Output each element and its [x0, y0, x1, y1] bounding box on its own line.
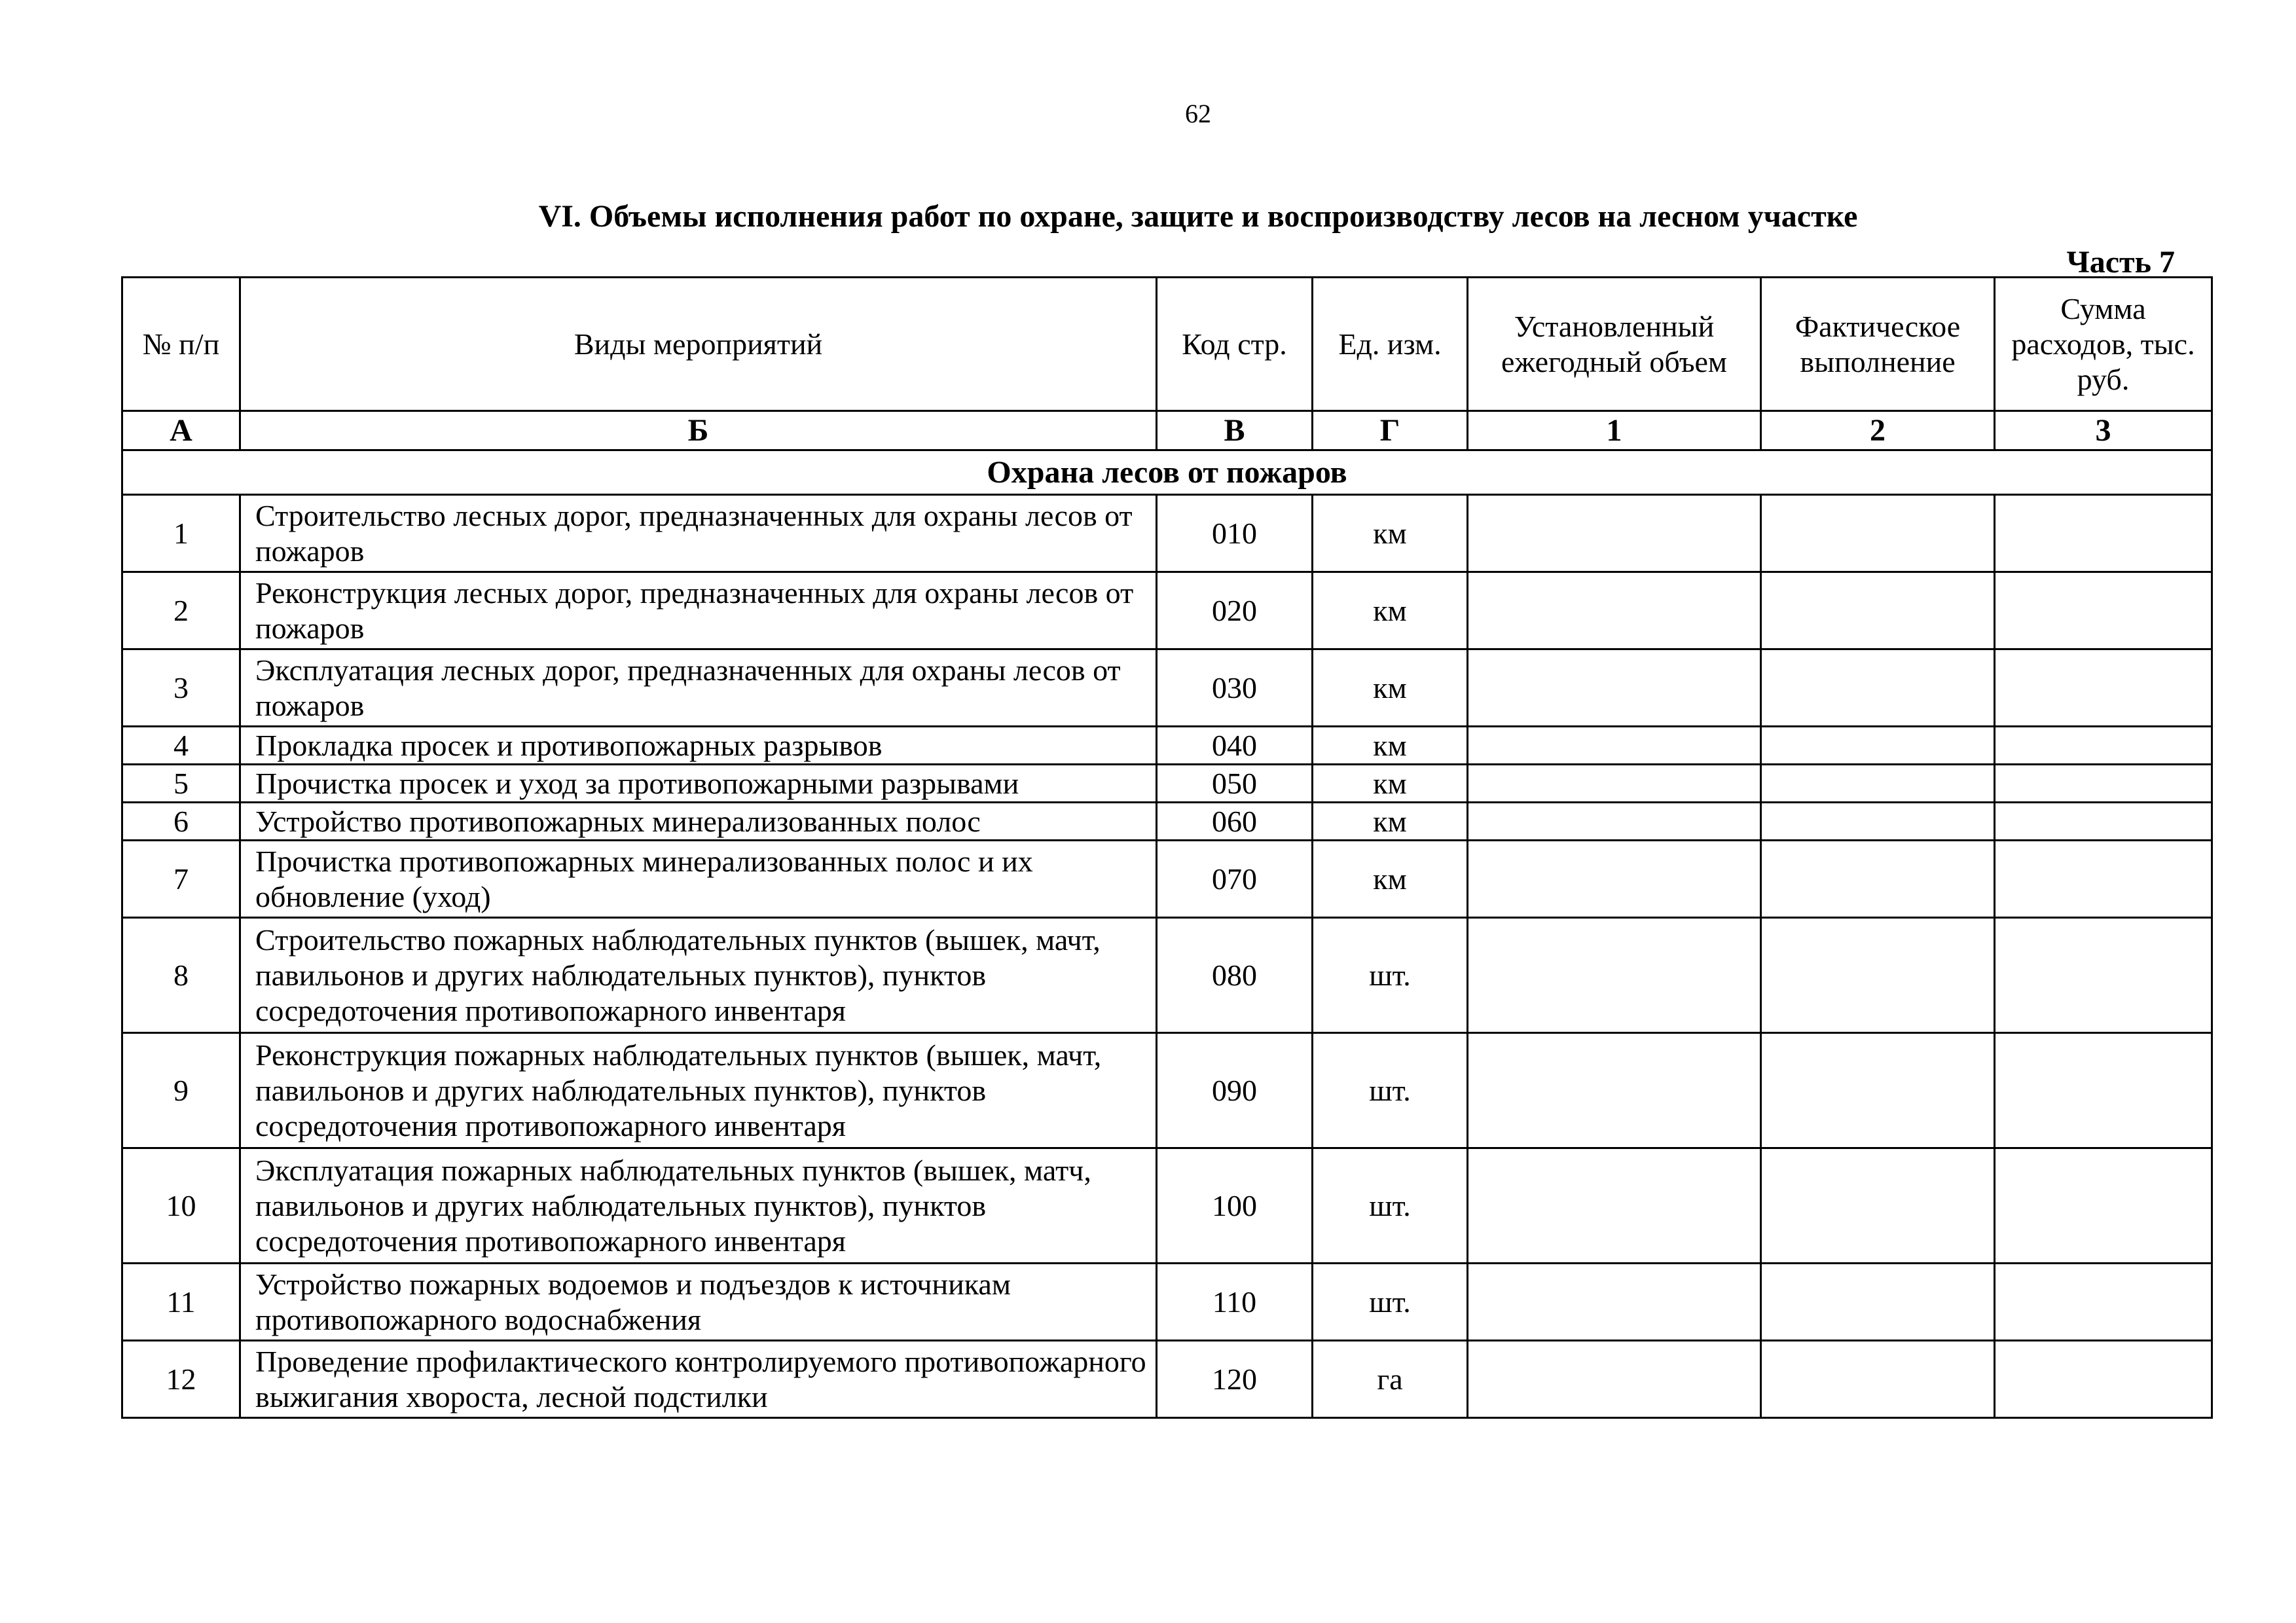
row-annual[interactable] — [1468, 1148, 1761, 1264]
row-code: 010 — [1157, 495, 1313, 572]
row-expenses[interactable] — [1995, 495, 2212, 572]
row-activity: Эксплуатация лесных дорог, предназначенных для охраны лесов от пожаров — [240, 649, 1157, 727]
row-activity: Прочистка противопожарных минерализованных полос и их обновление (уход) — [240, 841, 1157, 918]
row-unit: шт. — [1313, 1264, 1468, 1341]
row-expenses[interactable] — [1995, 572, 2212, 649]
row-activity: Прочистка просек и уход за противопожарными разрывами — [240, 765, 1157, 803]
table-row — [122, 727, 2212, 765]
row-unit: км — [1313, 495, 1468, 572]
row-activity: Прокладка просек и противопожарных разрывов — [240, 727, 1157, 765]
table-row — [122, 649, 2212, 727]
letter-unit: Г — [1313, 411, 1468, 450]
row-unit: км — [1313, 765, 1468, 803]
row-code: 020 — [1157, 572, 1313, 649]
row-actual[interactable] — [1761, 1341, 1995, 1418]
row-num: 7 — [122, 841, 240, 918]
row-expenses[interactable] — [1995, 727, 2212, 765]
row-num: 11 — [122, 1264, 240, 1341]
row-activity: Устройство пожарных водоемов и подъездов к источникам противопожарного водоснабжения — [240, 1264, 1157, 1341]
row-num: 6 — [122, 803, 240, 841]
row-code: 050 — [1157, 765, 1313, 803]
row-code: 030 — [1157, 649, 1313, 727]
header-code: Код стр. — [1157, 278, 1313, 411]
row-actual[interactable] — [1761, 1264, 1995, 1341]
row-annual[interactable] — [1468, 918, 1761, 1033]
letter-code: В — [1157, 411, 1313, 450]
row-expenses[interactable] — [1995, 649, 2212, 727]
row-annual[interactable] — [1468, 841, 1761, 918]
row-unit: км — [1313, 572, 1468, 649]
table-row — [122, 1148, 2212, 1264]
row-activity: Строительство лесных дорог, предназначенных для охраны лесов от пожаров — [240, 495, 1157, 572]
row-unit: км — [1313, 803, 1468, 841]
row-annual[interactable] — [1468, 1341, 1761, 1418]
row-unit: шт. — [1313, 1148, 1468, 1264]
row-actual[interactable] — [1761, 918, 1995, 1033]
section-row — [122, 450, 2212, 495]
row-annual[interactable] — [1468, 572, 1761, 649]
table-row — [122, 1264, 2212, 1341]
table-row — [122, 918, 2212, 1033]
row-unit: шт. — [1313, 918, 1468, 1033]
works-table — [121, 276, 2213, 1419]
row-unit: км — [1313, 841, 1468, 918]
row-activity: Проведение профилактического контролируемого противопожарного выжигания хвороста, лесной подстилки — [240, 1341, 1157, 1418]
header-actual: Фактическое выполнение — [1761, 278, 1995, 411]
row-activity: Реконструкция лесных дорог, предназначенных для охраны лесов от пожаров — [240, 572, 1157, 649]
row-annual[interactable] — [1468, 727, 1761, 765]
table-row — [122, 572, 2212, 649]
row-expenses[interactable] — [1995, 841, 2212, 918]
header-unit: Ед. изм. — [1313, 278, 1468, 411]
letter-actual: 2 — [1761, 411, 1995, 450]
row-activity: Эксплуатация пожарных наблюдательных пунктов (вышек, матч, павильонов и других наблюдательных пунктов), пунктов сосредоточения противопожарного инвентаря — [240, 1148, 1157, 1264]
row-code: 070 — [1157, 841, 1313, 918]
row-actual[interactable] — [1761, 765, 1995, 803]
header-row — [122, 278, 2212, 411]
row-num: 10 — [122, 1148, 240, 1264]
section-title: Охрана лесов от пожаров — [122, 450, 2212, 495]
table-row — [122, 1033, 2212, 1148]
row-code: 090 — [1157, 1033, 1313, 1148]
column-letters-row — [122, 411, 2212, 450]
row-num: 1 — [122, 495, 240, 572]
row-expenses[interactable] — [1995, 1148, 2212, 1264]
row-annual[interactable] — [1468, 1264, 1761, 1341]
table-row — [122, 803, 2212, 841]
row-code: 080 — [1157, 918, 1313, 1033]
row-actual[interactable] — [1761, 572, 1995, 649]
row-code: 110 — [1157, 1264, 1313, 1341]
row-unit: км — [1313, 727, 1468, 765]
row-num: 2 — [122, 572, 240, 649]
row-actual[interactable] — [1761, 727, 1995, 765]
table-row — [122, 841, 2212, 918]
row-num: 5 — [122, 765, 240, 803]
row-num: 4 — [122, 727, 240, 765]
row-code: 100 — [1157, 1148, 1313, 1264]
row-num: 8 — [122, 918, 240, 1033]
row-unit: га — [1313, 1341, 1468, 1418]
row-expenses[interactable] — [1995, 765, 2212, 803]
header-activity: Виды мероприятий — [240, 278, 1157, 411]
row-num: 9 — [122, 1033, 240, 1148]
row-annual[interactable] — [1468, 649, 1761, 727]
table-row — [122, 1341, 2212, 1418]
row-expenses[interactable] — [1995, 1033, 2212, 1148]
row-actual[interactable] — [1761, 803, 1995, 841]
row-activity: Реконструкция пожарных наблюдательных пунктов (вышек, мачт, павильонов и других наблюдательных пунктов), пунктов сосредоточения противопожарного инвентаря — [240, 1033, 1157, 1148]
header-num: № п/п — [122, 278, 240, 411]
row-code: 120 — [1157, 1341, 1313, 1418]
letter-expenses: 3 — [1995, 411, 2212, 450]
row-actual[interactable] — [1761, 1033, 1995, 1148]
row-unit: км — [1313, 649, 1468, 727]
row-expenses[interactable] — [1995, 803, 2212, 841]
table-row — [122, 765, 2212, 803]
row-actual[interactable] — [1761, 841, 1995, 918]
table-row — [122, 495, 2212, 572]
row-num: 3 — [122, 649, 240, 727]
row-annual[interactable] — [1468, 803, 1761, 841]
page-number: 62 — [1185, 99, 1211, 128]
part-label: Часть 7 — [2066, 245, 2175, 280]
document-title: VI. Объемы исполнения работ по охране, защите и воспроизводству лесов на лесном участке — [538, 199, 1858, 234]
row-num: 12 — [122, 1341, 240, 1418]
row-annual[interactable] — [1468, 1033, 1761, 1148]
row-unit: шт. — [1313, 1033, 1468, 1148]
row-annual[interactable] — [1468, 495, 1761, 572]
row-annual[interactable] — [1468, 765, 1761, 803]
row-activity: Строительство пожарных наблюдательных пунктов (вышек, мачт, павильонов и других наблюдательных пунктов), пунктов сосредоточения противопожарного инвентаря — [240, 918, 1157, 1033]
letter-num: А — [122, 411, 240, 450]
row-expenses[interactable] — [1995, 918, 2212, 1033]
row-actual[interactable] — [1761, 495, 1995, 572]
row-expenses[interactable] — [1995, 1264, 2212, 1341]
row-code: 060 — [1157, 803, 1313, 841]
row-actual[interactable] — [1761, 649, 1995, 727]
letter-annual: 1 — [1468, 411, 1761, 450]
row-code: 040 — [1157, 727, 1313, 765]
header-annual-volume: Установленный ежегодный объем — [1468, 278, 1761, 411]
header-expenses: Сумма расходов, тыс. руб. — [1995, 278, 2212, 411]
row-actual[interactable] — [1761, 1148, 1995, 1264]
row-activity: Устройство противопожарных минерализованных полос — [240, 803, 1157, 841]
letter-activity: Б — [240, 411, 1157, 450]
row-expenses[interactable] — [1995, 1341, 2212, 1418]
